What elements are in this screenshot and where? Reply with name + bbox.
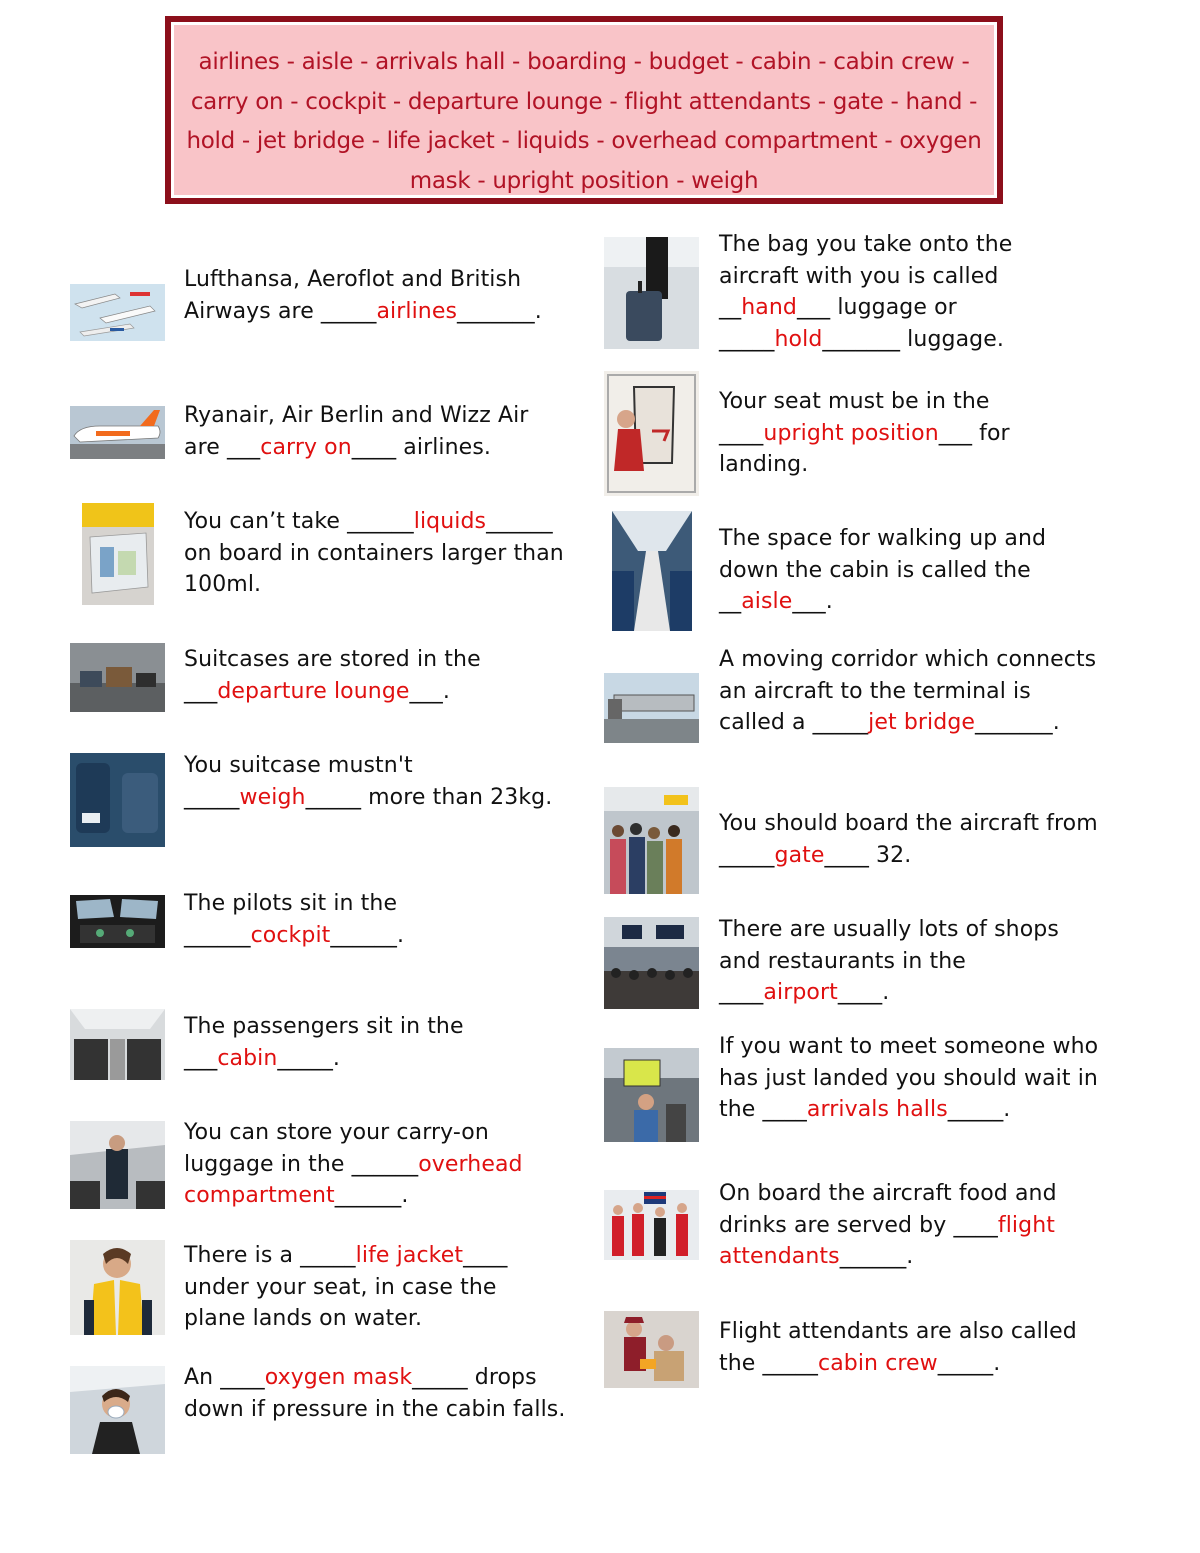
answer: liquids: [413, 509, 487, 534]
luggage-hold-icon: [70, 643, 165, 712]
right-item-6-text: There are usually lots of shops and restaurants in the ____airport____.: [719, 917, 1059, 1005]
answer: overhead compartment: [184, 1151, 523, 1208]
word-bank-text: airlines - aisle - arrivals hall - boarding - budget - cabin - cabin crew - carry on - cockpit - departure lounge - flight attendants - gate - hand - hold - jet bridge - life jacket - liquids - overhead compartment - oxygen mask - upright position - weigh: [174, 25, 994, 195]
right-item-2-text: Your seat must be in the ____upright position___ for landing.: [719, 389, 1010, 477]
left-item-2-text: Ryanair, Air Berlin and Wizz Air are ___carry on____ airlines.: [184, 403, 529, 460]
answer: jet bridge: [868, 710, 976, 735]
arrivals-sign-icon: [604, 1048, 699, 1142]
left-item-5-text: You suitcase mustn't _____weigh_____ more than 23kg.: [184, 753, 553, 810]
left-item-7-text: The passengers sit in the ___cabin_____.: [184, 1014, 464, 1071]
left-item-6-text: The pilots sit in the ______cockpit______.: [184, 891, 405, 948]
gate-queue-icon: [604, 787, 699, 894]
left-item-4-text: Suitcases are stored in the ___departure lounge___.: [184, 647, 481, 704]
answer: airport: [763, 980, 838, 1005]
right-item-7-text: If you want to meet someone who has just landed you should wait in the ____arrivals halls_____.: [719, 1034, 1099, 1122]
answer: aisle: [741, 589, 793, 614]
cockpit-icon: [70, 895, 165, 948]
answer: carry on: [260, 434, 352, 460]
answer: oxygen mask: [264, 1365, 413, 1390]
word-bank-box: [165, 16, 1003, 204]
suitcase-seat-icon: [70, 753, 165, 847]
answer: arrivals halls: [806, 1097, 948, 1122]
answer: gate: [774, 842, 825, 868]
cabin-crew-icon: [604, 1311, 699, 1388]
answer: weigh: [239, 784, 306, 810]
life-jacket-icon: [70, 1240, 165, 1335]
right-item-3-text: The space for walking up and down the cabin is called the __aisle___.: [719, 526, 1047, 614]
left-item-10-text: An ____oxygen mask_____ drops down if pressure in the cabin falls.: [184, 1365, 566, 1422]
left-item-8-text: You can store your carry-on luggage in the ______overhead compartment______.: [184, 1120, 523, 1208]
right-item-5-text: You should board the aircraft from _____gate____ 32.: [719, 811, 1098, 868]
easyjet-plane-icon: [70, 406, 165, 459]
aisle-icon: [612, 511, 692, 631]
left-item-3-text: You can’t take ______liquids______ on board in containers larger than 100ml.: [184, 509, 564, 597]
answer: flight attendants: [719, 1212, 1055, 1269]
right-item-4-text: A moving corridor which connects an aircraft to the terminal is called a _____jet bridge_______.: [719, 647, 1097, 735]
hand-luggage-icon: [604, 237, 699, 349]
liquids-bag-icon: [82, 503, 154, 605]
flight-attendants-icon: [604, 1190, 699, 1260]
answer: cockpit: [250, 922, 331, 948]
answer: upright position: [763, 420, 939, 446]
planes-icon: [70, 284, 165, 341]
left-item-9-text: There is a _____life jacket____ under your seat, in case the plane lands on water.: [184, 1243, 508, 1331]
airport-hall-icon: [604, 917, 699, 1009]
right-item-1-text: The bag you take onto the aircraft with you is called __hand___ luggage or _____hold_______ luggage.: [719, 232, 1013, 352]
answer: cabin: [217, 1045, 278, 1071]
cabin-icon: [70, 1009, 165, 1080]
overhead-bin-icon: [70, 1121, 165, 1209]
answer: airlines: [376, 298, 458, 324]
answer: life jacket: [355, 1243, 464, 1268]
right-item-8-text: On board the aircraft food and drinks are served by ____flight attendants______.: [719, 1181, 1057, 1269]
oxygen-mask-icon: [70, 1366, 165, 1454]
left-item-1-text: Lufthansa, Aeroflot and British Airways are _____airlines_______.: [184, 267, 542, 324]
right-item-9-text: Flight attendants are also called the _____cabin crew_____.: [719, 1319, 1077, 1376]
answer: hand: [741, 295, 797, 320]
upright-seat-icon: [604, 371, 699, 496]
answer: cabin crew: [818, 1350, 938, 1376]
jet-bridge-icon: [604, 673, 699, 743]
answer-2: hold: [774, 326, 823, 352]
answer: departure lounge: [217, 678, 410, 704]
